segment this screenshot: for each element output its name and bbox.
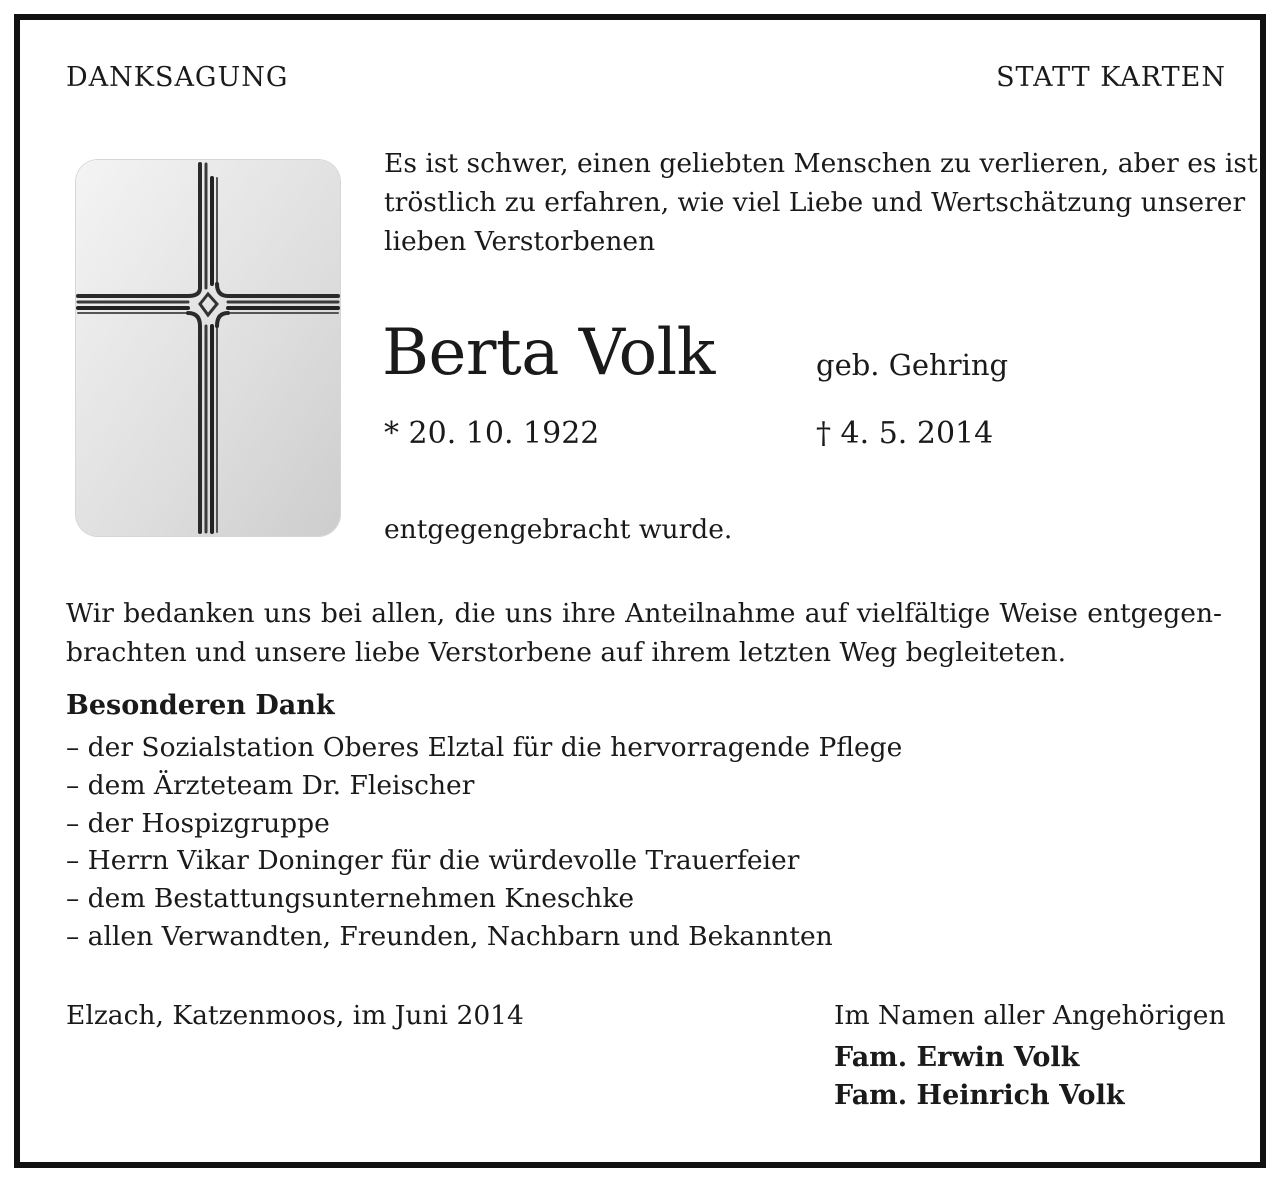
header-label-left: DANKSAGUNG (66, 62, 289, 93)
cross-icon (76, 160, 340, 536)
intro-line-end: entgegengebracht wurde. (384, 514, 733, 545)
header-label-right: STATT KARTEN (996, 62, 1226, 93)
intro-line: Es ist schwer, einen geliebten Menschen zu verlieren, aber es ist (384, 148, 1258, 179)
obituary-notice (14, 14, 1266, 1168)
birth-date: * 20. 10. 1922 (384, 416, 600, 451)
maiden-name: geb. Gehring (816, 348, 1009, 382)
special-thanks-list (66, 729, 902, 956)
on-behalf-label: Im Namen aller Angehörigen (834, 1000, 1226, 1031)
family-signature: Fam. Erwin Volk (834, 1042, 1080, 1073)
list-item: – allen Verwandten, Freunden, Nachbarn und Bekannten (66, 920, 833, 952)
deceased-name: Berta Volk (382, 316, 715, 390)
list-item: – der Sozialstation Oberes Elztal für die hervorragende Pflege (66, 732, 903, 763)
list-item: – der Hospizgruppe (66, 807, 330, 839)
list-item: – dem Ärzteteam Dr. Fleischer (66, 769, 475, 801)
cross-image (76, 160, 340, 536)
intro-line: tröstlich zu erfahren, wie viel Liebe und Wertschätzung unserer (384, 187, 1246, 218)
list-item: – dem Bestattungsunternehmen Kneschke (66, 883, 635, 915)
family-signature: Fam. Heinrich Volk (834, 1080, 1125, 1111)
intro-line: lieben Verstorbenen (384, 226, 656, 257)
place-date: Elzach, Katzenmoos, im Juni 2014 (66, 1000, 524, 1031)
thanks-line: Wir bedanken uns bei allen, die uns ihre Anteilnahme auf vielfältige Weise entgegen- (66, 598, 1222, 629)
death-date: † 4. 5. 2014 (816, 416, 994, 451)
intro-text (384, 144, 1258, 261)
thanks-paragraph (66, 594, 1222, 672)
special-thanks-title: Besonderen Dank (66, 690, 335, 721)
thanks-line: brachten und unsere liebe Verstorbene auf ihrem letzten Weg begleiteten. (66, 637, 1066, 668)
list-item: – Herrn Vikar Doninger für die würdevolle Trauerfeier (66, 845, 800, 877)
